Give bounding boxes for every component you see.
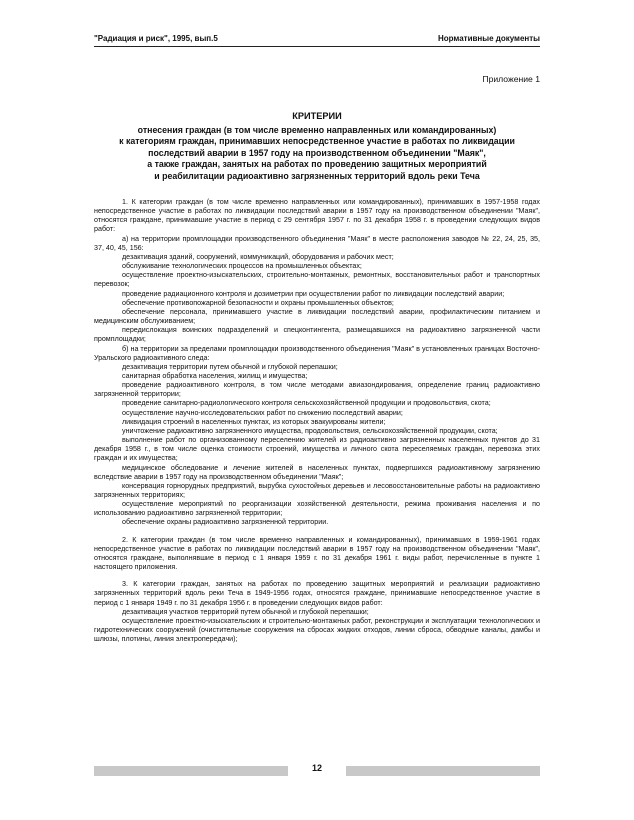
section-2-paragraph: 2. К категории граждан (в том числе временно направленных и командированных), принимавших в 1959-1961 годах непосредственное участие в работах по ликвидации последствий аварии в 1957 году на производственном объединении "Маяк", относятся граждане, выполнявшие в период с 1 января 1959 г. по 31 декабря 1961 г. виды работ, перечисленные в пункте 1 настоящего приложения. <box>94 535 540 572</box>
footer-bar-left <box>94 766 288 776</box>
list-item: б) на территории за пределами промплощадки производственного объединения "Маяк" в установленных границах Восточно-Уральского радиоактивного следа: <box>94 344 540 362</box>
document-subtitle <box>104 125 530 182</box>
list-item: дезактивация территории путем обычной и глубокой перепашки; <box>122 362 338 371</box>
list-item: выполнение работ по организованному переселению жителей из радиоактивно загрязненных населенных пунктов до 31 декабря 1958 г., в том числе оценка стоимости строений, имущества и личного скота переселяемых граждан, перевозка этих граждан и их имущества; <box>94 436 540 463</box>
list-item: обеспечение охраны радиоактивно загрязненной территории. <box>122 518 329 527</box>
list-item: дезактивация зданий, сооружений, коммуникаций, оборудования и рабочих мест; <box>122 252 394 261</box>
subtitle-line: к категориям граждан, принимавших непосредственное участие в работах по ликвидации <box>119 136 515 147</box>
list-item: осуществление мероприятий по реорганизации хозяйственной деятельности, режима проживания населения и по использованию радиоактивно загрязненной территории; <box>94 500 540 518</box>
appendix-label: Приложение 1 <box>482 74 540 84</box>
list-item: консервация горнорудных предприятий, вырубка сухостойных деревьев и лесовосстановительные работы на радиоактивно загрязненных территориях; <box>94 481 540 499</box>
footer-bar-right <box>346 766 540 776</box>
list-item: проведение санитарно-радиологического контроля сельскохозяйственной продукции и продовольствия, скота; <box>122 399 491 408</box>
list-item: обслуживание технологических процессов на промышленных объектах; <box>122 262 362 271</box>
list-item: ликвидация строений в населенных пунктах, из которых эвакуированы жители; <box>122 417 386 426</box>
section-1-paragraph: 1. К категории граждан (в том числе временно направленных или командированных), принимавших в 1957-1958 годах непосредственное участие в работах по ликвидации последствий аварии в 1957 году на производственном объединении "Маяк", относятся граждане, принимавшие участие в период с 29 сентября 1957 г. по 31 декабря 1958 г. в проведении следующих видов работ: <box>94 198 540 234</box>
list-item: осуществление научно-исследовательских работ по снижению последствий аварии; <box>122 408 403 417</box>
list-item: проведение радиоактивного контроля, в том числе методами авиазондирования, определение границ радиоактивно загрязненной территории; <box>94 381 540 399</box>
list-item: санитарная обработка населения, жилищ и имущества; <box>122 371 308 380</box>
page-number: 12 <box>311 763 322 773</box>
list-item: осуществление проектно-изыскательских и строительно-монтажных работ, реконструкции и эксплуатации технологических и гидротехнических сооружений (очистительные сооружения на сбросах жидких отходов, линии сброса, обводные каналы, дамбы и шлюзы, плотины, линия электропередачи); <box>94 616 540 644</box>
running-header <box>94 34 540 47</box>
subtitle-line: и реабилитации радиоактивно загрязненных территорий вдоль реки Теча <box>154 170 480 181</box>
subtitle-line: отнесения граждан (в том числе временно направленных или командированных) <box>137 125 497 135</box>
subtitle-line: последствий аварии в 1957 году на производственном объединении "Маяк", <box>148 147 486 158</box>
list-item: уничтожение радиоактивно загрязненного имущества, продовольствия, сельскохозяйственной продукции, скота; <box>122 426 498 435</box>
list-item: а) на территории промплощадки производственного объединения "Маяк" в месте расположения заводов № 22, 24, 25, 35, 37, 40, 45, 156: <box>94 234 540 252</box>
list-item: дезактивация участков территорий путем обычной и глубокой перепашки; <box>122 607 369 616</box>
subtitle-line: а также граждан, занятых на работах по проведению защитных мероприятий <box>147 159 487 170</box>
journal-citation: "Радиация и риск", 1995, вып.5 <box>94 34 218 43</box>
section-name: Нормативные документы <box>437 34 540 43</box>
section-3-paragraph: 3. К категории граждан, занятых на работах по проведению защитных мероприятий и реализации радиоактивно загрязненных территорий вдоль реки Теча в 1949-1956 годах, относятся граждане, принимавшие непосредственное участие в период с 1 января 1949 г. по 31 декабря 1956 г. в проведении следующих видов работ: <box>94 580 540 607</box>
document-title: КРИТЕРИИ <box>292 111 342 121</box>
list-item: передислокация воинских подразделений и спецконтингента, размещавшихся на радиоактивно загрязненной части промплощадки; <box>94 326 540 344</box>
list-item: обеспечение персонала, принимавшего участие в ликвидации последствий аварии, профилактическим питанием и медицинским обслуживанием; <box>94 307 540 326</box>
document-body <box>94 198 540 644</box>
list-item: обеспечение противопожарной безопасности и охраны промышленных объектов; <box>122 298 394 307</box>
list-item: проведение радиационного контроля и дозиметрии при осуществлении работ по ликвидации последствий аварии; <box>122 289 505 298</box>
list-item: осуществление проектно-изыскательских, строительно-монтажных, ремонтных, восстановительных работ и транспортных перевозок; <box>94 271 540 289</box>
list-item: медицинское обследование и лечение жителей в населенных пунктах, подвергшихся радиоактивному загрязнению вследствие аварии в 1957 году на производственном объединении "Маяк"; <box>94 463 540 481</box>
